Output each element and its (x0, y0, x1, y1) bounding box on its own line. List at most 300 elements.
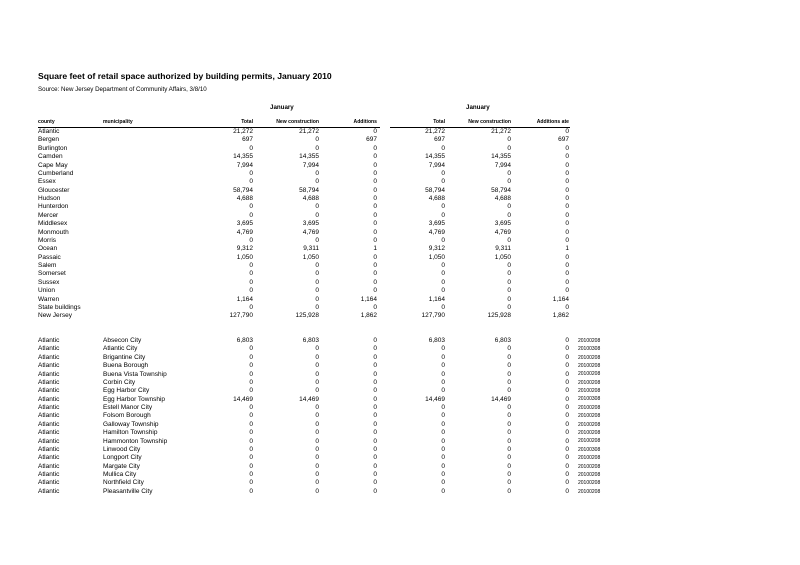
cell-new-construction-2: 0 (507, 303, 511, 311)
cell-new-construction: 6,803 (302, 337, 319, 344)
cell-county: Atlantic (38, 395, 60, 403)
cell-new-construction-2: 125,928 (487, 312, 511, 320)
column-header-additions-2: Additions ate (536, 119, 569, 125)
cell-total-2: 0 (441, 144, 445, 152)
cell-total: 0 (249, 404, 253, 412)
cell-additions: 0 (373, 161, 377, 169)
cell-total: 58,794 (233, 186, 253, 194)
cell-additions-2: 0 (565, 153, 569, 161)
cell-additions: 0 (373, 203, 377, 211)
cell-total: 4,688 (236, 195, 253, 203)
cell-report-date: 20100208 (578, 471, 601, 478)
cell-additions-2: 0 (565, 220, 569, 228)
cell-new-construction-2: 0 (507, 262, 511, 270)
cell-total: 0 (249, 270, 253, 278)
cell-county: Atlantic (38, 487, 60, 495)
column-header-new-construction-2: New construction (468, 119, 511, 125)
cell-total-2: 0 (441, 404, 445, 412)
cell-additions: 0 (373, 479, 377, 487)
cell-report-date: 20100308 (578, 446, 601, 453)
cell-total: 0 (249, 378, 253, 386)
cell-additions-2: 0 (565, 236, 569, 244)
cell-total: 0 (249, 387, 253, 395)
cell-additions-2: 0 (565, 454, 569, 462)
cell-county: Atlantic (38, 471, 60, 479)
cell-new-construction: 0 (315, 454, 319, 462)
group-label-left: January (270, 104, 294, 111)
cell-additions: 0 (373, 437, 377, 445)
cell-new-construction-2: 0 (507, 278, 511, 286)
cell-additions-2: 0 (565, 387, 569, 395)
cell-total: 0 (249, 211, 253, 219)
cell-new-construction: 0 (315, 262, 319, 270)
cell-new-construction-2: 14,355 (491, 153, 511, 161)
cell-additions-2: 0 (565, 345, 569, 353)
cell-county: Atlantic (38, 370, 60, 378)
cell-new-construction-2: 0 (507, 479, 511, 487)
cell-report-date: 20100208 (578, 379, 601, 386)
cell-county: Gloucester (38, 186, 70, 194)
cell-additions-2: 0 (565, 462, 569, 470)
cell-county: Warren (38, 295, 60, 303)
cell-county: State buildings (38, 303, 81, 311)
cell-additions-2: 0 (565, 395, 569, 403)
cell-total-2: 0 (441, 345, 445, 353)
column-header-total-2: Total (433, 119, 445, 125)
cell-report-date: 20100208 (578, 404, 601, 411)
cell-total-2: 7,994 (428, 161, 445, 169)
cell-additions-2: 0 (565, 362, 569, 370)
cell-additions: 0 (373, 487, 377, 495)
cell-new-construction-2: 0 (507, 345, 511, 353)
cell-county: Union (38, 287, 55, 295)
cell-new-construction: 0 (315, 471, 319, 479)
cell-additions: 0 (373, 353, 377, 361)
cell-new-construction: 0 (315, 420, 319, 428)
cell-new-construction-2: 0 (507, 404, 511, 412)
cell-county: Camden (38, 153, 63, 161)
cell-report-date: 20100208 (578, 488, 601, 495)
cell-additions-2: 0 (565, 128, 569, 135)
cell-new-construction-2: 0 (507, 203, 511, 211)
cell-additions: 0 (373, 387, 377, 395)
cell-county: Atlantic (38, 378, 60, 386)
cell-additions: 1,862 (360, 312, 377, 320)
cell-new-construction: 14,355 (299, 153, 319, 161)
cell-new-construction: 0 (315, 236, 319, 244)
cell-additions-2: 0 (565, 253, 569, 261)
cell-new-construction: 0 (315, 437, 319, 445)
cell-total: 7,994 (236, 161, 253, 169)
cell-total-2: 0 (441, 370, 445, 378)
cell-total: 0 (249, 420, 253, 428)
cell-new-construction: 14,469 (299, 395, 319, 403)
cell-additions: 1,164 (360, 295, 377, 303)
cell-additions-2: 0 (565, 169, 569, 177)
cell-new-construction-2: 1,050 (494, 253, 511, 261)
cell-additions: 0 (373, 445, 377, 453)
cell-report-date: 20100208 (578, 337, 601, 344)
cell-total-2: 14,355 (425, 153, 445, 161)
column-header-county: county (38, 119, 55, 125)
cell-total: 0 (249, 370, 253, 378)
cell-new-construction-2: 3,695 (494, 220, 511, 228)
cell-additions-2: 0 (565, 412, 569, 420)
cell-new-construction: 0 (315, 144, 319, 152)
cell-county: Somerset (38, 270, 66, 278)
cell-new-construction: 125,928 (295, 312, 319, 320)
cell-report-date: 20100308 (578, 396, 601, 403)
cell-additions: 0 (373, 220, 377, 228)
cell-new-construction-2: 7,994 (494, 161, 511, 169)
cell-total: 0 (249, 169, 253, 177)
cell-additions-2: 0 (565, 195, 569, 203)
cell-new-construction-2: 4,769 (494, 228, 511, 236)
cell-total-2: 0 (441, 211, 445, 219)
cell-report-date: 20100208 (578, 362, 601, 369)
cell-county: New Jersey (38, 312, 72, 320)
cell-additions-2: 0 (565, 353, 569, 361)
cell-additions-2: 697 (558, 136, 569, 144)
header-rule-left (38, 127, 380, 128)
cell-municipality: Linwood City (103, 445, 141, 453)
cell-total: 1,164 (236, 295, 253, 303)
cell-total-2: 0 (441, 287, 445, 295)
cell-total-2: 0 (441, 412, 445, 420)
cell-additions-2: 0 (565, 404, 569, 412)
cell-total-2: 0 (441, 362, 445, 370)
cell-new-construction: 0 (315, 387, 319, 395)
cell-county: Sussex (38, 278, 60, 286)
cell-new-construction: 0 (315, 378, 319, 386)
cell-new-construction-2: 9,311 (495, 245, 511, 253)
cell-additions-2: 0 (565, 144, 569, 152)
cell-additions-2: 0 (565, 303, 569, 311)
cell-county: Atlantic (38, 412, 60, 420)
cell-total: 0 (249, 445, 253, 453)
cell-total: 0 (249, 487, 253, 495)
cell-report-date: 20100208 (578, 354, 601, 361)
cell-new-construction-2: 58,794 (491, 186, 511, 194)
cell-new-construction: 0 (315, 404, 319, 412)
cell-additions-2: 1,862 (552, 312, 569, 320)
cell-new-construction: 1,050 (302, 253, 319, 261)
cell-additions: 0 (373, 370, 377, 378)
cell-total-2: 4,688 (428, 195, 445, 203)
column-header-municipality: municipality (103, 119, 133, 125)
cell-new-construction: 58,794 (299, 186, 319, 194)
cell-report-date: 20100208 (578, 438, 601, 445)
cell-county: Hudson (38, 195, 61, 203)
cell-additions-2: 0 (565, 378, 569, 386)
cell-new-construction: 0 (315, 462, 319, 470)
cell-total: 127,790 (229, 312, 253, 320)
cell-municipality: Hamilton Township (103, 429, 158, 437)
cell-total: 0 (249, 236, 253, 244)
cell-total-2: 58,794 (425, 186, 445, 194)
cell-new-construction-2: 0 (507, 412, 511, 420)
cell-total: 14,469 (233, 395, 253, 403)
cell-total-2: 6,803 (428, 337, 445, 344)
cell-additions-2: 0 (565, 471, 569, 479)
cell-new-construction: 0 (315, 362, 319, 370)
cell-new-construction: 9,311 (303, 245, 319, 253)
cell-county: Atlantic (38, 445, 60, 453)
cell-additions-2: 0 (565, 479, 569, 487)
cell-new-construction: 0 (315, 278, 319, 286)
cell-additions: 0 (373, 253, 377, 261)
cell-additions-2: 0 (565, 211, 569, 219)
cell-additions-2: 1 (565, 245, 569, 253)
cell-additions-2: 0 (565, 228, 569, 236)
cell-additions: 1 (373, 245, 377, 253)
cell-total-2: 0 (441, 471, 445, 479)
cell-additions-2: 1,164 (552, 295, 569, 303)
cell-report-date: 20100208 (578, 388, 601, 395)
cell-additions: 697 (366, 136, 377, 144)
cell-total-2: 0 (441, 270, 445, 278)
cell-additions-2: 0 (565, 429, 569, 437)
cell-new-construction: 0 (315, 178, 319, 186)
cell-new-construction-2: 0 (507, 169, 511, 177)
cell-municipality: Egg Harbor Township (103, 395, 166, 403)
cell-county: Atlantic (38, 479, 60, 487)
cell-new-construction-2: 0 (507, 144, 511, 152)
cell-new-construction: 0 (315, 445, 319, 453)
cell-total: 21,272 (233, 128, 253, 135)
cell-municipality: Galloway Township (103, 420, 159, 428)
cell-municipality: Hammonton Township (103, 437, 168, 445)
cell-total-2: 0 (441, 262, 445, 270)
cell-new-construction-2: 0 (507, 353, 511, 361)
cell-additions-2: 0 (565, 487, 569, 495)
cell-additions: 0 (373, 169, 377, 177)
cell-county: Ocean (38, 245, 58, 253)
cell-total: 0 (249, 412, 253, 420)
cell-new-construction: 21,272 (299, 128, 319, 135)
cell-county: Atlantic (38, 437, 60, 445)
cell-new-construction: 4,769 (302, 228, 319, 236)
cell-total: 0 (249, 262, 253, 270)
cell-new-construction: 0 (315, 295, 319, 303)
cell-report-date: 20100208 (578, 429, 601, 436)
cell-county: Atlantic (38, 362, 60, 370)
cell-total: 3,695 (236, 220, 253, 228)
cell-new-construction: 0 (315, 345, 319, 353)
cell-additions-2: 0 (565, 437, 569, 445)
cell-report-date: 20100208 (578, 413, 601, 420)
cell-total: 0 (249, 362, 253, 370)
cell-additions: 0 (373, 236, 377, 244)
cell-total: 14,355 (233, 153, 253, 161)
cell-municipality: Mullica City (103, 471, 137, 479)
cell-additions-2: 0 (565, 287, 569, 295)
cell-additions: 0 (373, 429, 377, 437)
cell-additions: 0 (373, 186, 377, 194)
cell-total: 0 (249, 303, 253, 311)
cell-total-2: 0 (441, 203, 445, 211)
cell-total-2: 1,050 (428, 253, 445, 261)
cell-new-construction: 0 (315, 203, 319, 211)
cell-new-construction: 4,688 (302, 195, 319, 203)
cell-county: Bergen (38, 136, 59, 144)
cell-new-construction: 0 (315, 287, 319, 295)
cell-new-construction-2: 0 (507, 370, 511, 378)
cell-new-construction: 0 (315, 303, 319, 311)
cell-total-2: 0 (441, 445, 445, 453)
cell-total: 6,803 (236, 337, 253, 344)
cell-total-2: 0 (441, 236, 445, 244)
cell-municipality: Absecon City (103, 337, 142, 344)
cell-county: Atlantic (38, 387, 60, 395)
cell-additions-2: 0 (565, 278, 569, 286)
group-label-right: January (466, 104, 490, 111)
cell-additions-2: 0 (565, 370, 569, 378)
column-header-total: Total (241, 119, 253, 125)
cell-additions: 0 (373, 362, 377, 370)
cell-new-construction: 0 (315, 353, 319, 361)
cell-total-2: 0 (441, 487, 445, 495)
cell-additions: 0 (373, 454, 377, 462)
cell-municipality: Brigantine City (103, 353, 146, 361)
cell-county: Middlesex (38, 220, 68, 228)
cell-new-construction: 0 (315, 370, 319, 378)
cell-additions-2: 0 (565, 262, 569, 270)
cell-total: 0 (249, 353, 253, 361)
cell-additions: 0 (373, 228, 377, 236)
cell-additions-2: 0 (565, 337, 569, 344)
cell-municipality: Atlantic City (103, 345, 138, 353)
cell-additions: 0 (373, 211, 377, 219)
cell-new-construction-2: 0 (507, 287, 511, 295)
cell-total: 1,050 (236, 253, 253, 261)
cell-new-construction-2: 0 (507, 462, 511, 470)
cell-county: Mercer (38, 211, 59, 219)
cell-additions-2: 0 (565, 203, 569, 211)
cell-total-2: 14,469 (425, 395, 445, 403)
cell-additions: 0 (373, 404, 377, 412)
header-rule-right (390, 127, 570, 128)
cell-county: Burlington (38, 144, 68, 152)
cell-new-construction-2: 21,272 (491, 128, 511, 135)
cell-new-construction-2: 0 (507, 270, 511, 278)
cell-report-date: 20100208 (578, 371, 601, 378)
cell-total-2: 0 (441, 169, 445, 177)
cell-total-2: 0 (441, 429, 445, 437)
cell-county: Atlantic (38, 420, 60, 428)
cell-total: 9,312 (236, 245, 253, 253)
cell-total: 0 (249, 178, 253, 186)
cell-new-construction: 0 (315, 270, 319, 278)
cell-new-construction-2: 0 (507, 471, 511, 479)
cell-new-construction-2: 0 (507, 454, 511, 462)
cell-additions: 0 (373, 345, 377, 353)
cell-total-2: 9,312 (428, 245, 445, 253)
cell-total-2: 0 (441, 303, 445, 311)
cell-new-construction-2: 0 (507, 211, 511, 219)
cell-additions: 0 (373, 395, 377, 403)
cell-new-construction-2: 0 (507, 236, 511, 244)
cell-new-construction-2: 0 (507, 429, 511, 437)
cell-county: Atlantic (38, 429, 60, 437)
cell-additions: 0 (373, 462, 377, 470)
cell-new-construction-2: 0 (507, 178, 511, 186)
cell-municipality: Buena Borough (103, 362, 149, 370)
cell-additions: 0 (373, 412, 377, 420)
cell-new-construction: 3,695 (302, 220, 319, 228)
cell-county: Cumberland (38, 169, 74, 177)
cell-new-construction: 0 (315, 487, 319, 495)
cell-total: 0 (249, 479, 253, 487)
cell-total-2: 4,769 (428, 228, 445, 236)
cell-additions: 0 (373, 471, 377, 479)
cell-county: Morris (38, 236, 57, 244)
cell-new-construction-2: 14,469 (491, 395, 511, 403)
cell-report-date: 20100208 (578, 421, 601, 428)
cell-total: 0 (249, 429, 253, 437)
cell-new-construction-2: 6,803 (494, 337, 511, 344)
cell-municipality: Buena Vista Township (103, 370, 167, 378)
cell-report-date: 20100208 (578, 480, 601, 487)
cell-new-construction-2: 0 (507, 387, 511, 395)
cell-new-construction: 0 (315, 412, 319, 420)
cell-additions-2: 0 (565, 270, 569, 278)
cell-total-2: 127,790 (421, 312, 445, 320)
cell-additions-2: 0 (565, 445, 569, 453)
cell-total-2: 0 (441, 420, 445, 428)
cell-county: Atlantic (38, 337, 60, 344)
column-header-new-construction: New construction (276, 119, 319, 125)
cell-total-2: 0 (441, 353, 445, 361)
cell-additions-2: 0 (565, 186, 569, 194)
cell-county: Monmouth (38, 228, 69, 236)
cell-municipality: Estell Manor City (103, 404, 153, 412)
cell-additions: 0 (373, 128, 377, 135)
cell-total-2: 0 (441, 454, 445, 462)
cell-county: Atlantic (38, 462, 60, 470)
cell-total-2: 697 (434, 136, 445, 144)
cell-total: 0 (249, 345, 253, 353)
cell-total: 697 (242, 136, 253, 144)
cell-total-2: 0 (441, 178, 445, 186)
column-header-additions: Additions (353, 119, 377, 125)
cell-total-2: 0 (441, 437, 445, 445)
cell-county: Atlantic (38, 353, 60, 361)
cell-municipality: Egg Harbor City (103, 387, 150, 395)
cell-additions: 0 (373, 262, 377, 270)
cell-additions-2: 0 (565, 161, 569, 169)
cell-total: 0 (249, 287, 253, 295)
cell-total: 4,769 (236, 228, 253, 236)
cell-county: Salem (38, 262, 57, 270)
cell-total: 0 (249, 144, 253, 152)
cell-new-construction: 0 (315, 211, 319, 219)
cell-total-2: 1,164 (428, 295, 445, 303)
cell-municipality: Margate City (103, 462, 140, 470)
cell-new-construction-2: 4,688 (494, 195, 511, 203)
cell-new-construction-2: 0 (507, 136, 511, 144)
cell-additions-2: 0 (565, 420, 569, 428)
cell-total-2: 3,695 (428, 220, 445, 228)
cell-total-2: 21,272 (425, 128, 445, 135)
cell-county: Atlantic (38, 345, 60, 353)
page-title: Square feet of retail space authorized by building permits, January 2010 (38, 71, 332, 81)
cell-total-2: 0 (441, 479, 445, 487)
cell-report-date: 20100208 (578, 463, 601, 470)
cell-county: Essex (38, 178, 56, 186)
cell-county: Atlantic (38, 404, 60, 412)
source-note: Source: New Jersey Department of Community Affairs, 3/8/10 (38, 86, 207, 93)
